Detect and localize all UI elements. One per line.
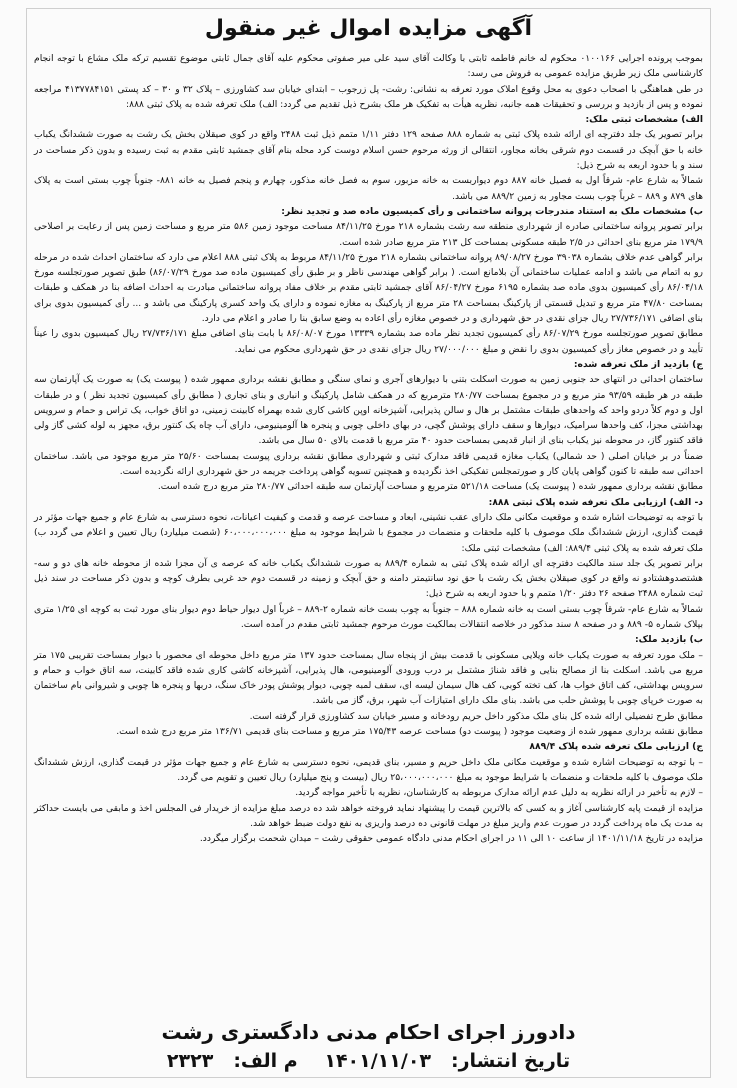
notice-footer (40, 1020, 697, 1072)
notice-paragraph: مطابق نقشه برداری ممهور شده از وضعیت موجود ( پیوست دو) مساحت عرصه ۱۷۵/۴۳ متر مربع و مساحت بنای قدیمی ۱۳۶/۷۱ متر مربع درج شده است. (116, 726, 703, 738)
notice-paragraph: برابر تصویر یک جلد دفترچه ای ارائه شده پلاک ثبتی به شماره ۸۸۸ صفحه ۱۲۹ دفتر ۱/۱۱ متمم ذیل ثبت ۲۴۸۸ واقع در کوی صیقلان بخش یک رشت به صورت ششدانگ یکباب خانه با حق آبچک در قسمت دوم شرقی بخانه مجاور، انتقالی از ورثه مرحوم حسن اسلام دوست کرد محله بنام آقای جمشید ثابتی مقدم به ثبت رسیده و بدون ذکر مساحت در سند و با حدود اربعه به شرح ذیل: (34, 129, 704, 172)
notice-paragraph: مزایده در تاریخ ۱۴۰۱/۱۱/۱۸ از ساعت ۱۰ الی ۱۱ در اجرای احکام مدنی دادگاه عمومی حقوقی رشت – میدان شحمت برگزار میگردد. (199, 833, 703, 845)
notice-paragraph: الف) مشخصات ثبتی ملک: (585, 114, 703, 126)
reference-label: م الف: (233, 1050, 298, 1072)
notice-paragraph: ضمناً در بر خیابان اصلی ( حد شمالی) یکباب مغازه قدیمی فاقد مدارک ثبتی و شهرداری مطابق نقشه برداری پیوست بمساحت ۲۵/۶۰ متر مربع موجود می باشد. ساختمان احداثی سه طبقه تا کنون گواهی پایان کار و صورتمجلس تفکیکی اخذ نگردیده و همچنین تسویه گواهی پرداخت جریمه در حق شهرداری ارائه نگردیده است. (34, 450, 703, 478)
notice-paragraph: شمالاً به شارع عام- شرقاً اول به فصیل خانه ۸۸۷ دوم دیواربست به خانه مزبور، سوم به فصل خانه مذکور، چهارم و پنجم فصیل به خانه ۸۸۱- جنوباً چوب بستی است به پلاک های ۸۷۹ و ۸۸۹ – غرباً چوب بست مجاور به زمین ۸۸۹/۲ می باشد. (34, 175, 703, 202)
notice-paragraph: بموجب پرونده اجرایی ۰۱۰۰۱۶۶ محکوم له خانم فاطمه ثابتی با وکالت آقای سید علی میر صفوتی محکوم علیه آقای جمال ثابتی موضوع تقسیم ترکه ملک مشاع با توجه انجام کارشناسی ملک زیر طریق مزایده عمومی به فروش می رسد: (34, 53, 703, 80)
notice-paragraph: مزایده از قیمت پایه کارشناسی آغاز و به کسی که بالاترین قیمت را پیشنهاد نماید فروخته خواهد شد ده درصد مبلغ مزایده از خریدار فی المجلس اخذ و مابقی می بایست حداکثر به مدت یک ماه پرداخت گردد در صورت عدم واریز مبلغ در مهلت قانونی ده درصد واریزی به نفع دولت ضبط خواهد شد. (34, 802, 703, 829)
notice-paragraph: ج) بازدید از ملک تعرفه شده: (573, 358, 703, 370)
notice-paragraph: مطابق تصویر صورتجلسه مورخ ۸۶/۰۷/۲۹ رأی کمیسیون تجدید نظر ماده صد بشماره ۱۳۳۳۹ مورخ ۸۶/۰۸/۰۷ با بابت بنای اضافی مبلغ ۲۷/۷۳۶/۱۷۱ ریال کمیسیون بدوی را عیناً تأیید و در خصوص مغاز رأی کمیسیون بدوی را نقض و مبلغ ۲۷/۰۰۰/۰۰۰ ریال جزای نقدی در حق شهرداری محکوم می نماید. (34, 328, 703, 355)
notice-paragraph: برابر تصویر یک جلد سند مالکیت دفترچه ای ارائه شده پلاک ثبتی به شماره ۸۸۹/۴ به صورت ششدانگ یکباب خانه که عرصه ی آن مجزا شده از محوطه خانه های دو و سه- هشتصدوهشتادو نه واقع در کوی صیقلان بخش یک رشت با حق نود سانتیمتر دامنه و حق آبچک و زمینه در قسمت دوم حد غربی بطرف کوچه و بدون ذکر مساحت در سند ذیل ثبت شماره ۲۴۸۸ صفحه ۲۶ دفتر ۱/۲۰ متمم و با حدود اربعه به شرح ذیل: (34, 557, 703, 600)
notice-paragraph: ب) مشخصات ملک به استناد مندرجات پروانه ساختمانی و رأی کمیسیون ماده صد و تجدید نظر: (281, 205, 703, 217)
reference-number: ۲۳۲۳ (166, 1050, 214, 1072)
notice-paragraph: – لازم به تأخیر در ارائه نظریه به دلیل عدم ارائه مدارک مربوطه به کارشناسان، نظریه با تأخیر مواجه گردید. (295, 787, 703, 799)
court-signature: دادورز اجرای احکام مدنی دادگستری رشت (161, 1020, 576, 1044)
notice-paragraph: ساختمان احداثی در انتهای حد جنوبی زمین به صورت اسکلت بتنی با دیوارهای آجری و نمای سنگی و مطابق نقشه برداری ممهور شده ( پیوست یک) به صورت یک آپارتمان سه طبقه در هر طبقه ۹۳/۵۹ متر مربع و در مجموع بمساحت ۲۸۰/۷۷ مترمربع که در همکف شامل پارکینگ و انباری و بنای تجاری ( مطابق رأی کمیسیون تجدید نظر ) و در طبقات اول و دوم کلاً دردو واحد که واحدهای طبقات مشتمل بر هال و سالن پذیرایی، آشپزخانه اوپن کاشی کاری شده بهمراه کابینت زمینی، دو اتاق خواب، یک تراس و حمام و سرویس بهداشتی مجزا، کف واحدها سرامیک، دیوارها و سقف دارای پوشش گچی، در بهای داخلی چوبی و پنجره ها آلومینیومی، دارای آب چاه یک کنتور برق، مجهز به لوله کشی گاز ولی فاقد کنتور گاز، در محوطه نیز یکباب بنای از انبار قدیمی بمساحت حدود ۴۰ متر مربع با قدمت بالای ۵۰ سال می باشد. (34, 374, 703, 447)
publication-date: ۱۴۰۱/۱۱/۰۳ (324, 1050, 432, 1072)
publication-date-label: تاریخ انتشار: (451, 1050, 571, 1072)
notice-paragraph: – با توجه به توضیحات اشاره شده و موقعیت مکانی ملک داخل حریم و مسیر، بنای قدیمی، نحوه دسترسی به شارع عام و جمیع جهات مؤثر در قیمت گذاری، ارزش ششدانگ ملک موصوف با کلیه ملحقات و منضمات با شرایط موجود به مبلغ ۲۵،۰۰۰،۰۰۰،۰۰۰ ریال (بیست و پنج میلیارد) ریال تعیین و تقویم می گردد. (34, 756, 703, 783)
notice-body (34, 51, 703, 846)
notice-paragraph: شمالاً به شارع عام- شرقاً چوب بستی است به خانه شماره ۸۸۸ – جنوباً به چوب بست خانه شماره ۲-۸۸۹ – غرباً اول دیوار حیاط دوم دیوار بنای مورد ثبت به کوچه ای ۱/۲۵ متری بپلاک شماره ۵- ۸۸۹ و در صفحه ۸ سند مذکور در خلاصه انتقالات بمالکیت مورث مرحوم جمشید ثابتی مقدم در آمده است. (34, 603, 703, 630)
notice-paragraph: برابر گواهی عدم خلاف بشماره ۳۹۰۳۸ مورخ ۸۹/۰۸/۲۷ پروانه ساختمانی بشماره ۲۱۸ مورخ ۸۴/۱۱/۲۵ مربوط به پلاک ثبتی ۸۸۸ اعلام می دارد که ساختمان احداث شده در مرحله رو به اتمام می باشد و ادامه عملیات ساختمانی آن بلامانع است. ( برابر گواهی مهندسی ناظر و بر طبق رأی کمیسیون ماده صد مورخ ۸۶/۰۷/۲۹) طبق تصویر صورتجلسه مورخ ۸۶/۰۴/۱۸ رأی کمیسیون بدوی ماده صد بشماره ۶۱۹۵ مورخ ۸۶/۰۴/۲۷ آقای جمشید ثابتی مقدم بر خلاف مفاد پروانه ساختمانی مبادرت به احداث اضافه بنا در همکف و طبقات بمساحت ۴۷/۸۰ متر مربع و تبدیل قسمتی از پارکینگ بمساحت ۲۸ متر مربع از پارکینگ به مغازه نموده و دارای یک واحد کسری پارکینگ می باشد و ... رأی کمیسیون بدوی برای بنای اضافی ۲۷/۷۳۶/۱۷۱ ریال جزای نقدی در حق شهرداری و در خصوص مغازه رأی اعاده به وضع سابق بنا را صادر و اعلام می دارد. (34, 251, 703, 325)
notice-paragraph: ج) ارزیابی ملک تعرفه شده پلاک ۸۸۹/۴ (529, 741, 703, 753)
publication-meta (40, 1050, 697, 1072)
notice-paragraph: – ملک مورد تعرفه به صورت یکباب خانه ویلایی مسکونی با قدمت بیش از پنجاه سال بمساحت حدود ۱۳۷ متر مربع داخل محوطه ای محصور با دیوار بمساحت تقریبی ۱۷۵ متر مربع می باشد. اسکلت بنا از مصالح بنایی و فاقد شناژ مشتمل بر درب ورودی آلومینیومی، هال پذیرایی، آشپزخانه کاشی کاری شده فاقد کابینت، سه اتاق خواب و حمام و سرویس بهداشتی، کف اتاق خواب ها، کف تخته کوبی، کف هال سیمان لیسه ای، سقف لمبه چوبی، دیوار پوشش پودر خاک سنگ، دربها و پنجره ها چوبی و شیروانی بام ساختمان به صورت خرپای چوبی با پوشش حلب می باشد. بنای ملک دارای امتیازات آب شهر، برق، گاز می باشد. (34, 649, 703, 707)
notice-paragraph: د- الف) ارزیابی ملک تعرفه شده پلاک ثبتی ۸۸۸: (488, 496, 703, 508)
notice-paragraph: ب) بازدید ملک: (634, 634, 703, 646)
notice-paragraph: مطابق نقشه برداری ممهور شده ( پیوست یک) مساحت ۵۲۱/۱۸ مترمربع و مساحت آپارتمان سه طبقه احداثی ۲۸۰/۷۷ متر مربع درج شده است. (157, 481, 703, 493)
notice-title: آگهی مزایده اموال غیر منقول (204, 16, 533, 41)
notice-paragraph: در طی هماهنگی با اصحاب دعوی به محل وقوع املاک مورد تعرفه به نشانی: رشت- پل زرجوب – ابتدای خیابان سد کشاورزی – پلاک ۳۲ و ۳۰ – کد پستی ۴۱۳۷۷۸۴۱۵۱ مراجعه نموده و پس از بازدید و بررسی و تحقیقات همه جانبه، نظریه هیأت به تفکیک هر ملک بشرح ذیل تقدیم می گردد: الف) ملک تعرفه شده به پلاک ثبتی ۸۸۸: (34, 83, 703, 110)
notice-paragraph: با توجه به توضیحات اشاره شده و موقعیت مکانی ملک دارای عقب نشینی، ابعاد و مساحت عرصه و قدمت و کیفیت اعیانات، نحوه دسترسی به شارع عام و جمیع جهات مؤثر در قیمت گذاری، ارزش ششدانگ ملک موصوف با کلیه ملحقات و منضمات در مجموع با شرایط موجود به مبلغ ۶۰،۰۰۰،۰۰۰،۰۰۰ (شصت میلیارد) ریال تعیین و اعلام می گردد ب) ملک تعرفه شده به پلاک ثبتی ۸۸۹/۴: الف) مشخصات ثبتی ملک: (34, 511, 703, 554)
notice-paragraph: مطابق طرح تفضیلی ارائه شده کل بنای ملک مذکور داخل حریم رودخانه و مسیر خیابان سد کشاورزی قرار گرفته است. (249, 710, 703, 722)
notice-paragraph: برابر تصویر پروانه ساختمانی صادره از شهرداری منطقه سه رشت بشماره ۲۱۸ مورخ ۸۴/۱۱/۲۵ مساحت موجود زمین ۵۸۶ متر مربع و مساحت زمین پس از رعایت بر اصلاحی ۱۷۹/۹ متر مربع بنای احداثی در ۲/۵ طبقه مسکونی بمساحت کل ۲۱۳ متر مربع صادر شده است. (34, 221, 703, 248)
